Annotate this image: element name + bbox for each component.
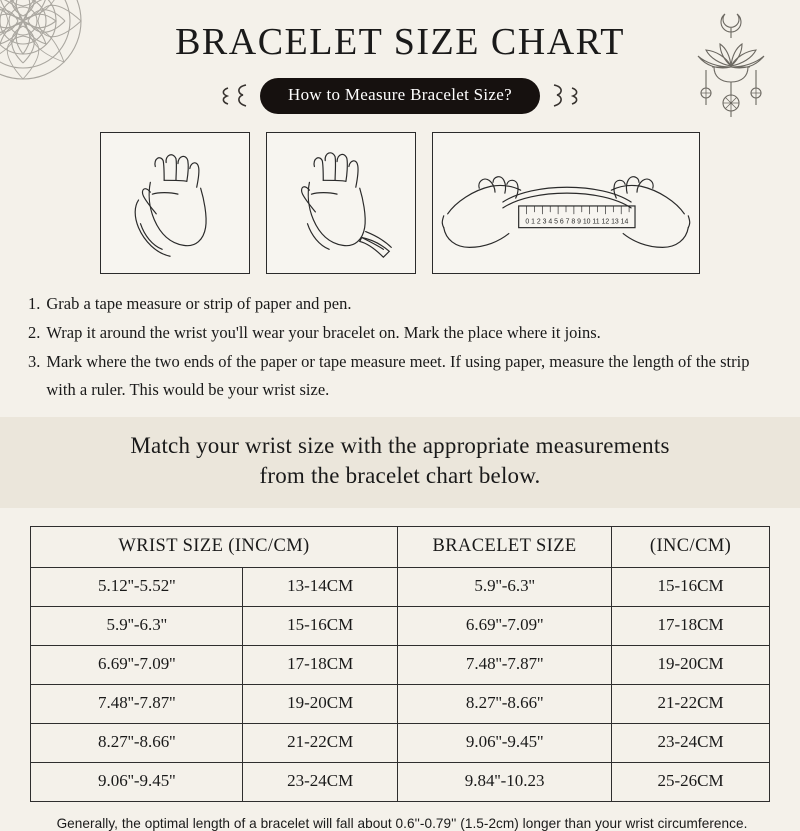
hand-with-paper-strip-drawing (101, 133, 249, 273)
cell-bracelet-inch: 7.48''-7.87'' (398, 645, 612, 684)
cell-bracelet-cm: 19-20CM (612, 645, 770, 684)
header-bracelet-size: BRACELET SIZE (398, 526, 612, 567)
cell-wrist-cm: 21-22CM (243, 723, 398, 762)
step-number: 2. (28, 323, 41, 343)
subtitle-pill: How to Measure Bracelet Size? (260, 78, 540, 114)
header-bracelet-units: (INC/CM) (612, 526, 770, 567)
footnote: Generally, the optimal length of a bracelet will fall about 0.6''-0.79'' (1.5-2cm) longer than your wrist circumference. (56, 815, 748, 831)
cell-bracelet-cm: 25-26CM (612, 762, 770, 801)
illustration-hand-with-tape (266, 132, 416, 274)
cell-wrist-inch: 5.9''-6.3'' (31, 606, 243, 645)
cell-wrist-cm: 23-24CM (243, 762, 398, 801)
list-item (28, 290, 772, 317)
cell-wrist-inch: 6.69''-7.09'' (31, 645, 243, 684)
step-text: Grab a tape measure or strip of paper and pen. (46, 294, 352, 313)
cell-bracelet-inch: 9.06''-9.45'' (398, 723, 612, 762)
step-text: Wrap it around the wrist you'll wear your bracelet on. Mark the place where it joins. (46, 323, 601, 343)
illustration-row (0, 132, 800, 274)
flourish-right-icon (550, 79, 584, 113)
ruler-scale-labels: 0 1 2 3 4 5 6 7 8 9 10 11 12 13 14 (525, 218, 629, 226)
band-line-2: from the bracelet chart below. (259, 463, 541, 489)
list-item (28, 348, 772, 402)
table-row (31, 762, 770, 801)
illustration-hand-with-paper-strip (100, 132, 250, 274)
hand-with-tape-drawing (267, 133, 415, 273)
cell-wrist-inch: 8.27''-8.66'' (31, 723, 243, 762)
table-row (31, 723, 770, 762)
cell-bracelet-cm: 21-22CM (612, 684, 770, 723)
cell-bracelet-inch: 8.27''-8.66'' (398, 684, 612, 723)
size-table (30, 526, 770, 802)
cell-bracelet-inch: 6.69''-7.09'' (398, 606, 612, 645)
flourish-left-icon (216, 79, 250, 113)
illustration-two-hands-with-ruler (432, 132, 700, 274)
cell-wrist-cm: 17-18CM (243, 645, 398, 684)
table-header-row (31, 526, 770, 567)
table-row (31, 684, 770, 723)
step-text: Mark where the two ends of the paper or tape measure meet. If using paper, measure the length of the strip with a ruler. This would be your wrist size. (46, 352, 750, 399)
instruction-steps (28, 290, 772, 403)
cell-bracelet-cm: 17-18CM (612, 606, 770, 645)
match-instruction-band (0, 417, 800, 508)
table-row (31, 606, 770, 645)
subtitle-row (0, 78, 800, 114)
step-number: 3. (28, 352, 41, 372)
step-number: 1. (28, 294, 41, 313)
list-item (28, 319, 772, 346)
table-row (31, 567, 770, 606)
table-row (31, 645, 770, 684)
band-line-1: Match your wrist size with the appropriate measurements (130, 432, 670, 458)
cell-wrist-inch: 5.12''-5.52'' (31, 567, 243, 606)
cell-bracelet-cm: 15-16CM (612, 567, 770, 606)
cell-bracelet-inch: 9.84''-10.23 (398, 762, 612, 801)
cell-wrist-inch: 9.06''-9.45'' (31, 762, 243, 801)
cell-wrist-inch: 7.48''-7.87'' (31, 684, 243, 723)
cell-bracelet-inch: 5.9''-6.3'' (398, 567, 612, 606)
cell-bracelet-cm: 23-24CM (612, 723, 770, 762)
cell-wrist-cm: 15-16CM (243, 606, 398, 645)
two-hands-with-ruler-drawing (433, 133, 699, 273)
cell-wrist-cm: 19-20CM (243, 684, 398, 723)
page-title: BRACELET SIZE CHART (175, 21, 625, 63)
header-wrist-size: WRIST SIZE (INC/CM) (31, 526, 398, 567)
cell-wrist-cm: 13-14CM (243, 567, 398, 606)
